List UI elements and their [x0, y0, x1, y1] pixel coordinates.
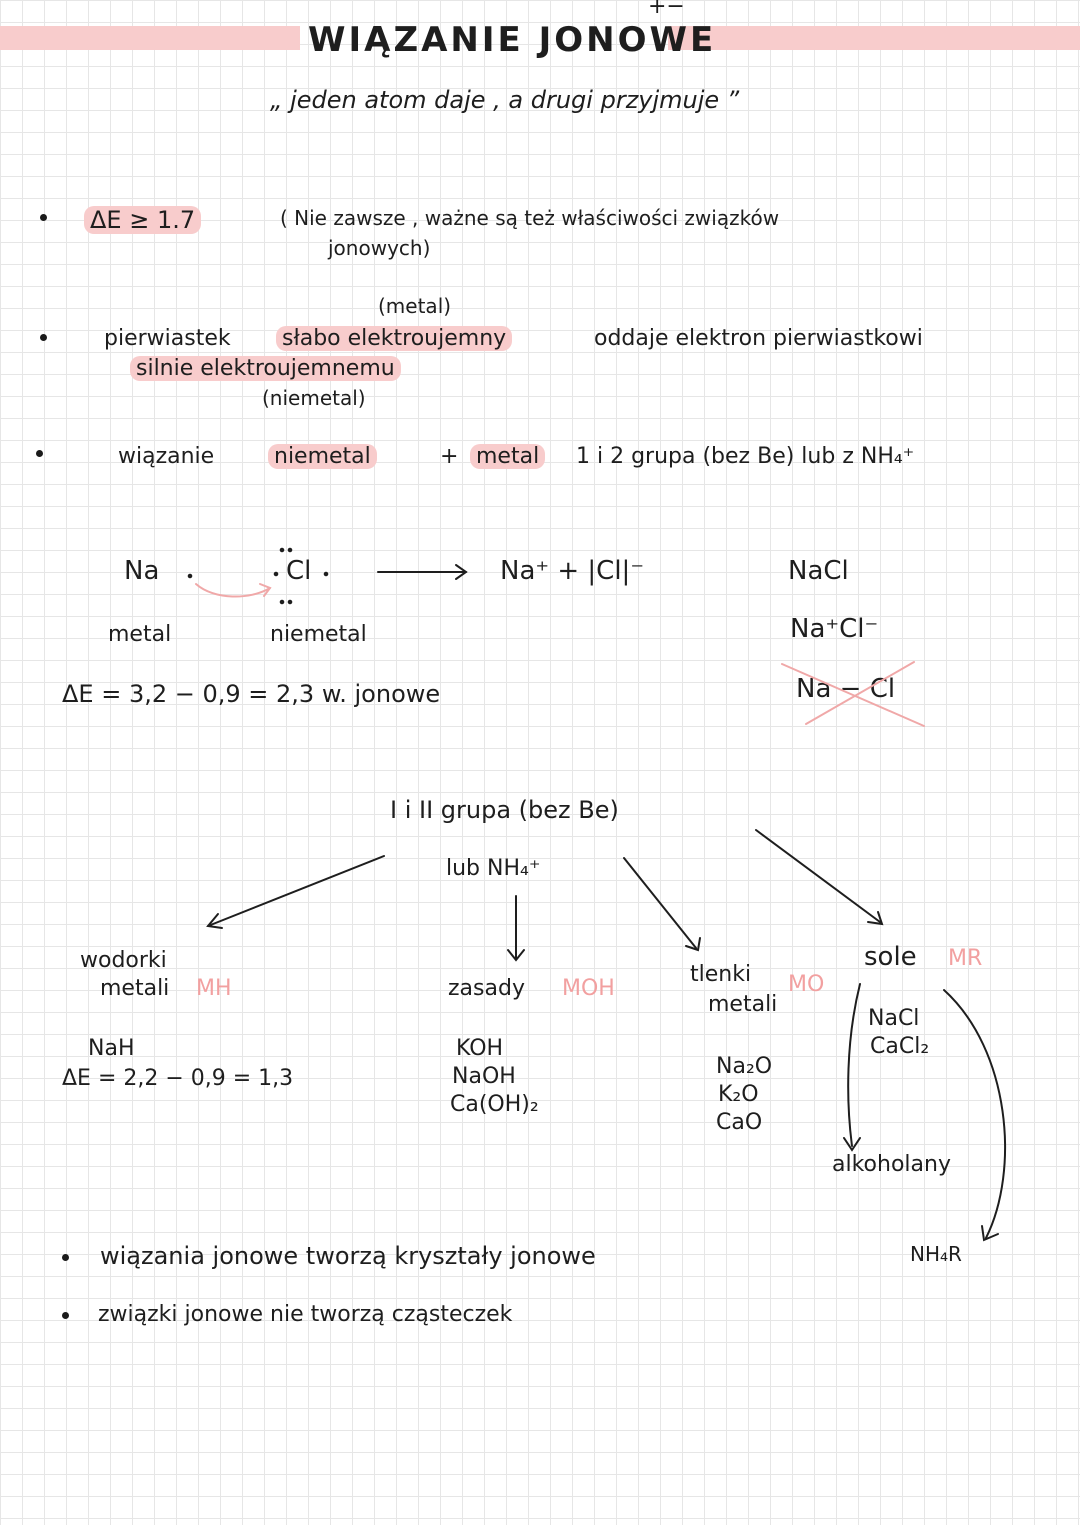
oxides-line1: tlenki	[690, 962, 752, 987]
element-sentence-c: oddaje elektron pierwiastkowi	[594, 326, 923, 351]
cl-dot-1	[281, 549, 284, 552]
reaction-metal: metal	[108, 622, 172, 647]
bases-example-2: NaOH	[452, 1064, 516, 1089]
cl-dot-2	[289, 549, 292, 552]
oxides-example-1: Na₂O	[716, 1054, 773, 1079]
salts-ammonium: NH₄R	[910, 1242, 962, 1266]
page-subtitle: „ jeden atom daje , a drugi przyjmuje ”	[270, 86, 740, 114]
element-sentence-d: silnie elektroujemnemu	[130, 356, 401, 381]
arrow-to-salts	[756, 830, 880, 922]
formula-covalent-crossed: Na − Cl	[796, 674, 896, 704]
note-line-1: ( Nie zawsze , ważne są też właściwości związków	[280, 206, 780, 230]
reaction-cl: Cl	[286, 556, 312, 586]
footer-line-1: wiązania jonowe tworzą kryształy jonowe	[100, 1242, 596, 1270]
oxides-tag: MO	[788, 972, 825, 997]
electron-transfer-arrow	[196, 584, 270, 597]
salts-example-1: NaCl	[868, 1006, 920, 1031]
diagram-top-line1: I i II grupa (bez Be)	[390, 796, 619, 824]
page-title: WIĄZANIE JONOWE	[308, 20, 717, 60]
bond-word: wiązanie	[118, 444, 215, 469]
reaction-nonmetal: niemetal	[270, 622, 367, 647]
reaction-delta: ΔE = 3,2 − 0,9 = 2,3 w. jonowe	[62, 680, 441, 708]
bond-metal: metal	[470, 444, 545, 469]
formula-ions: Na⁺Cl⁻	[790, 614, 879, 644]
arrow-to-hydrides	[208, 856, 384, 926]
cross-out-1	[782, 664, 924, 726]
bases-tag: MOH	[562, 976, 615, 1001]
diagram-top-line2: lub NH₄⁺	[446, 856, 541, 881]
hydrides-line2: metali	[100, 976, 170, 1001]
bases-example-1: KOH	[456, 1036, 504, 1061]
oxides-example-3: CaO	[716, 1110, 763, 1135]
footer-line-2: związki jonowe nie tworzą cząsteczek	[98, 1302, 513, 1327]
cl-dot-4	[289, 601, 292, 604]
salts-example-2: CaCl₂	[870, 1034, 930, 1059]
salts-label: sole	[864, 942, 917, 972]
bases-example-3: Ca(OH)₂	[450, 1092, 539, 1117]
delta-e-threshold: ΔE ≥ 1.7	[84, 206, 201, 234]
salts-sub: alkoholany	[832, 1152, 951, 1177]
note-line-2: jonowych)	[328, 236, 431, 260]
bases-label: zasady	[448, 976, 525, 1001]
bond-groups: 1 i 2 grupa (bez Be) lub z NH₄⁺	[576, 444, 915, 469]
hydrides-line1: wodorki	[80, 948, 167, 973]
bond-plus: +	[440, 444, 459, 469]
hydrides-tag: MH	[196, 976, 232, 1001]
nonmetal-label: (niemetal)	[262, 386, 366, 410]
cl-dot-3	[281, 601, 284, 604]
arrow-salts-to-ammonium	[944, 990, 1005, 1238]
arrow-salts-to-alkoholany	[848, 984, 860, 1146]
oxides-example-2: K₂O	[718, 1082, 759, 1107]
element-sentence-a: pierwiastek	[104, 326, 231, 351]
reaction-product: Na⁺ + |Cl|⁻	[500, 556, 645, 586]
oxides-line2: metali	[708, 992, 778, 1017]
cl-dot-6	[325, 573, 328, 576]
arrow-to-oxides	[624, 858, 696, 948]
reaction-na: Na	[124, 556, 160, 586]
hydrides-delta: ΔE = 2,2 − 0,9 = 1,3	[62, 1066, 294, 1091]
element-sentence-b: słabo elektroujemny	[276, 326, 512, 351]
bond-nonmetal: niemetal	[268, 444, 377, 469]
cl-dot-5	[275, 573, 278, 576]
hydrides-example: NaH	[88, 1036, 135, 1061]
metal-label: (metal)	[378, 294, 452, 318]
na-dot	[189, 575, 192, 578]
title-charge-marks: +−	[648, 0, 685, 19]
formula-nacl: NaCl	[788, 556, 849, 586]
salts-tag: MR	[948, 946, 983, 971]
